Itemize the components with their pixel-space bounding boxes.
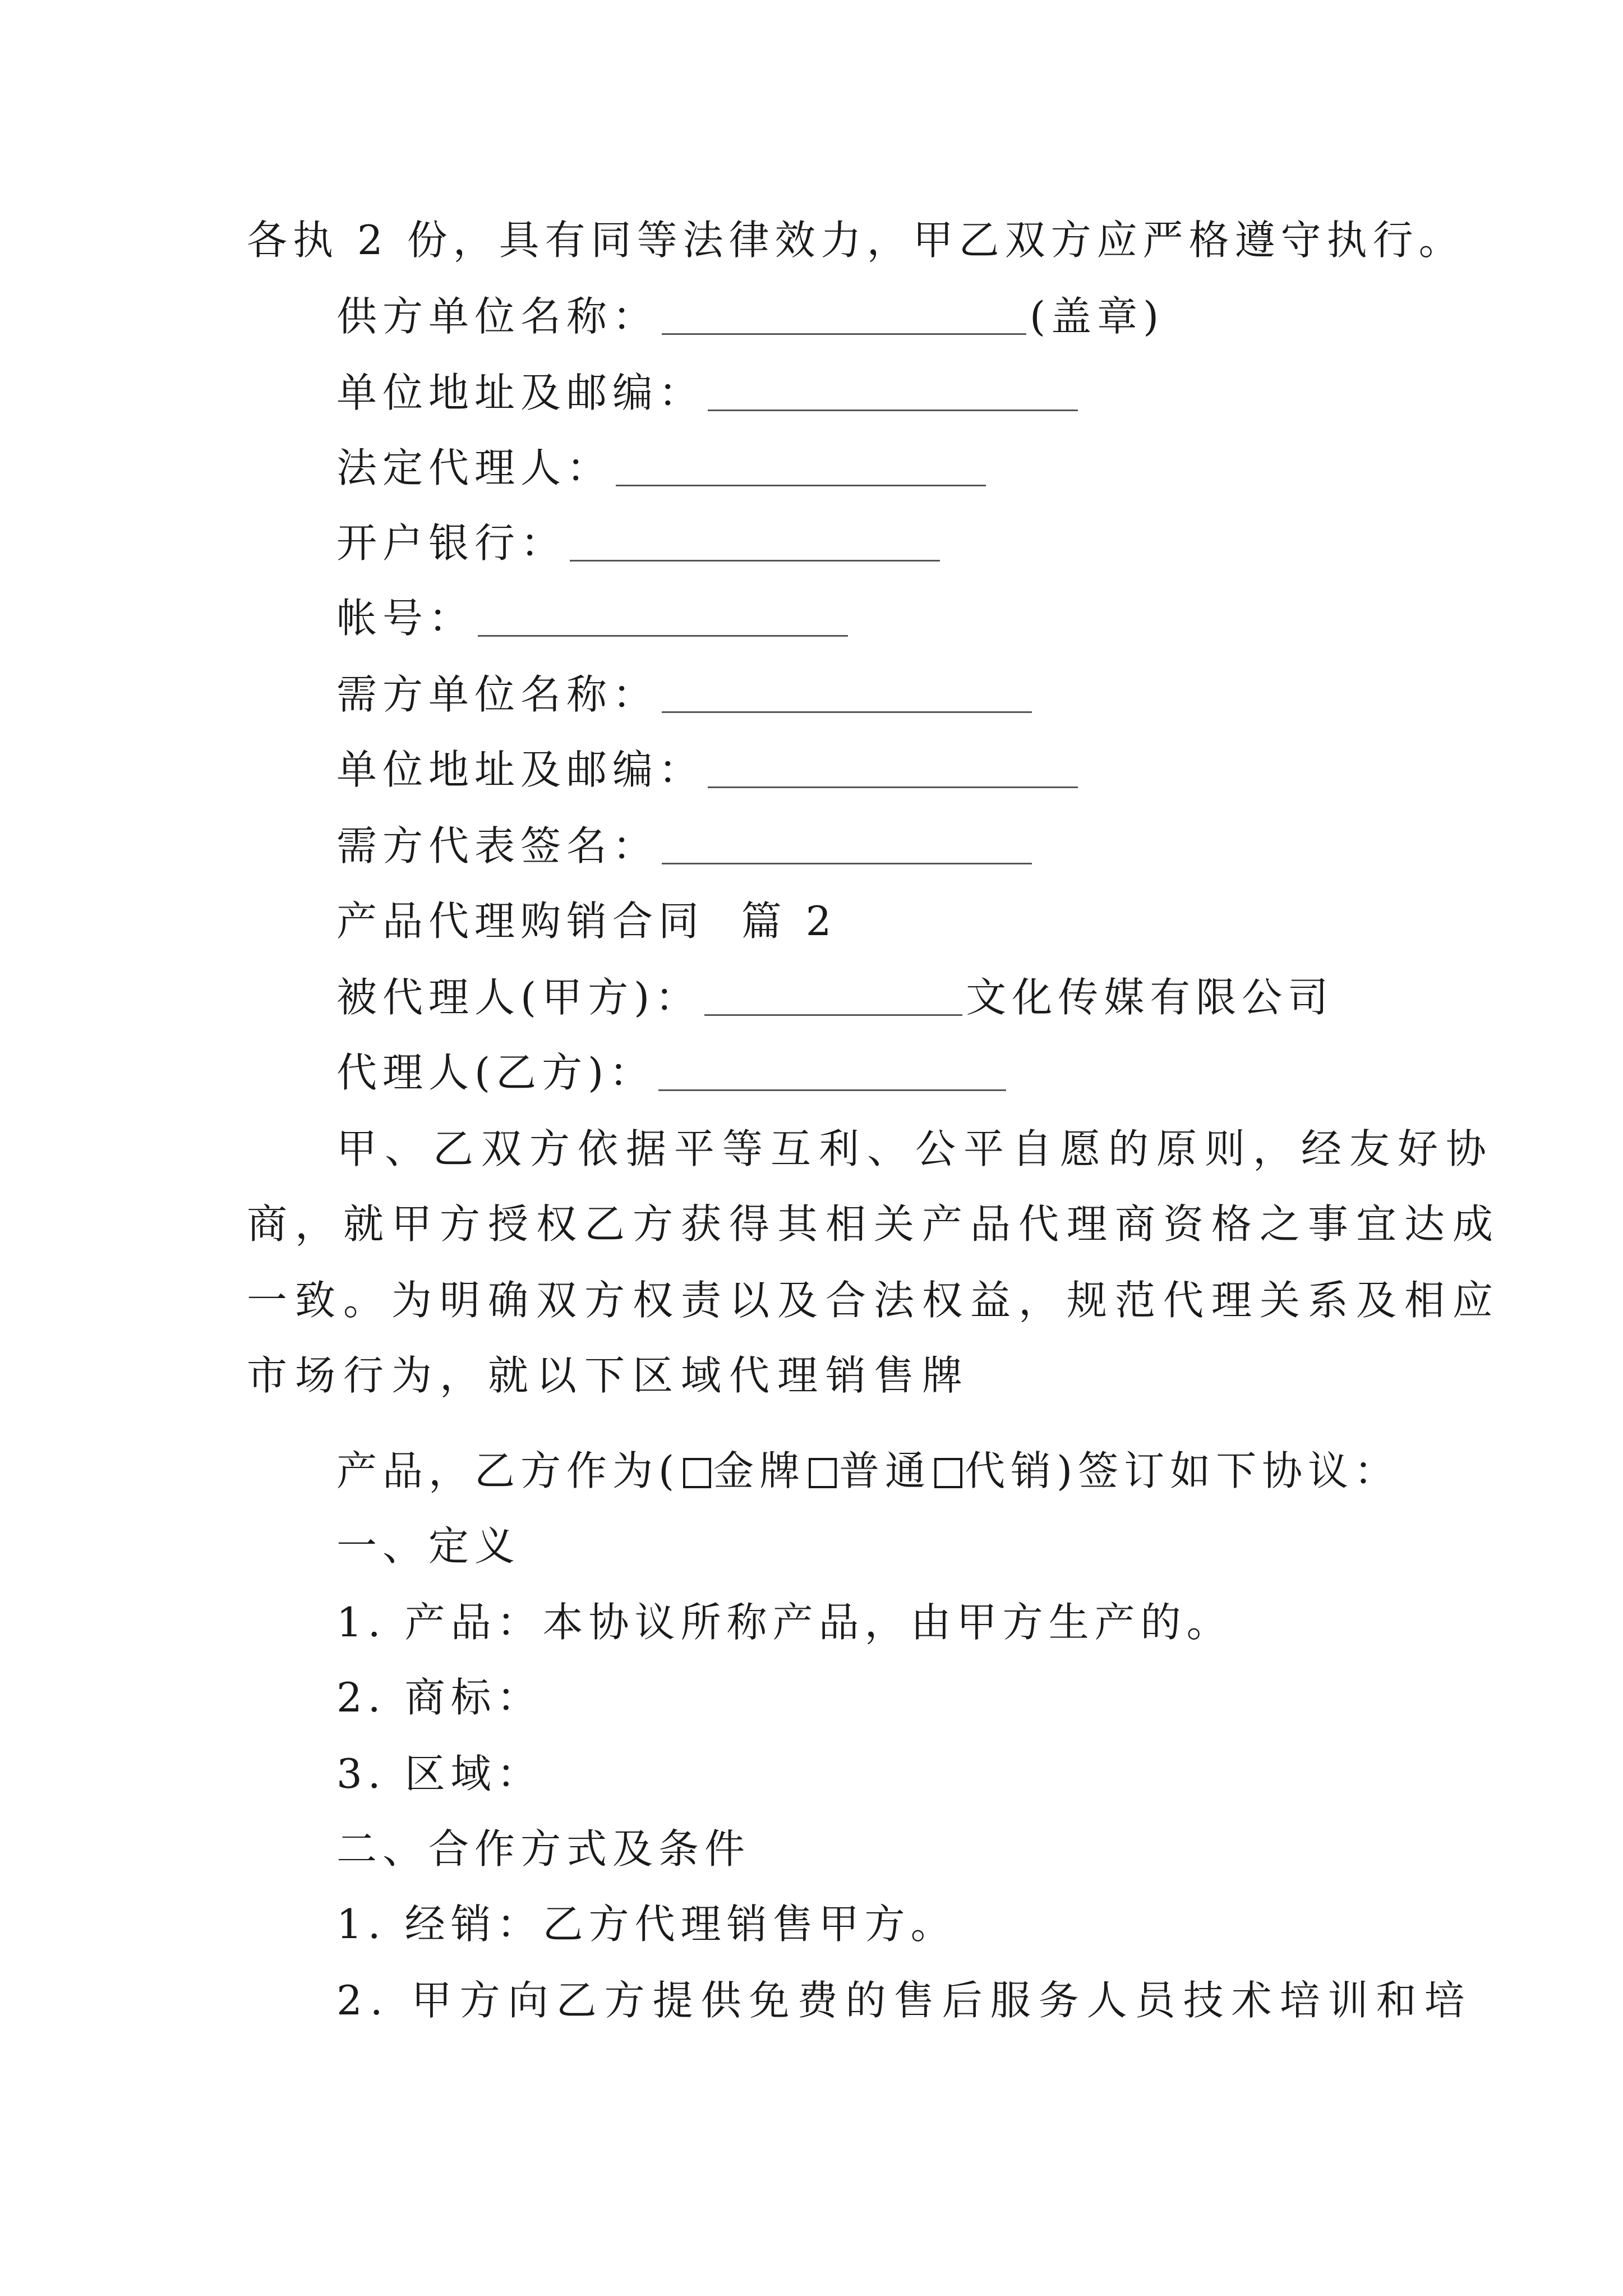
- cooperation-1: 1. 经销：乙方代理销售甲方。: [336, 1901, 957, 1948]
- bank-blank: [570, 526, 940, 562]
- section1-heading: 一、定义: [336, 1522, 521, 1570]
- supplier-name-blank: [662, 300, 1026, 335]
- consignment-checkbox[interactable]: [934, 1458, 962, 1488]
- buyer-address-label: 单位地址及邮编：: [336, 746, 705, 793]
- buyer-address-line: [336, 746, 1081, 793]
- cooperation-2: 2. 甲方向乙方提供免费的售后服务人员技术培训和培: [336, 1977, 1473, 2024]
- normal-option-label: 普通: [839, 1447, 932, 1494]
- buyer-name-line: [336, 671, 1035, 718]
- cooperation-1-line: [336, 1901, 957, 1948]
- contract2-title: 产品代理购销合同 篇 2: [336, 898, 837, 945]
- definition-2-line: [336, 1674, 543, 1721]
- section2-heading-line: [336, 1825, 751, 1872]
- cooperation-2-line: [336, 1977, 1473, 2024]
- consignment-option-label: 代销: [965, 1447, 1057, 1494]
- section2-heading: 二、合作方式及条件: [336, 1825, 751, 1872]
- definition-2: 2. 商标：: [336, 1674, 543, 1721]
- definition-1: 1. 产品：本协议所称产品，由甲方生产的。: [336, 1599, 1233, 1646]
- preamble-line-2: [247, 1200, 1501, 1248]
- contract2-title-line: [336, 898, 837, 945]
- buyer-name-label: 需方单位名称：: [336, 671, 659, 718]
- agent-type-line: [336, 1447, 1400, 1494]
- preamble-text-2: 商，就甲方授权乙方获得其相关产品代理商资格之事宜达成: [247, 1200, 1501, 1248]
- principal-label: 被代理人(甲方)：: [336, 974, 702, 1021]
- buyer-signature-blank: [662, 829, 1032, 864]
- preamble-text-4: 市场行为，就以下区域代理销售牌: [247, 1352, 971, 1399]
- supplier-name-label: 供方单位名称：: [336, 293, 659, 340]
- agent-type-prefix: 产品，乙方作为(: [336, 1447, 680, 1494]
- principal-company: 文化传媒有限公司: [966, 974, 1334, 1021]
- bank-label: 开户银行：: [336, 519, 567, 567]
- legal-agent-blank: [616, 451, 986, 486]
- supplier-address-blank: [708, 376, 1078, 411]
- intro-tail-text: 各执 2 份，具有同等法律效力，甲乙双方应严格遵守执行。: [247, 217, 1465, 264]
- supplier-name-line: [336, 293, 1165, 340]
- seal-note: (盖章): [1030, 293, 1165, 340]
- gold-option-label: 金牌: [713, 1447, 806, 1494]
- agent-line: [336, 1049, 1009, 1096]
- preamble-line-1: [336, 1125, 1495, 1172]
- account-blank: [478, 601, 848, 637]
- legal-agent-line: [336, 444, 989, 491]
- intro-tail-line: [247, 217, 1465, 264]
- agent-blank: [658, 1056, 1006, 1091]
- definition-3: 3. 区域：: [336, 1750, 543, 1797]
- buyer-address-blank: [708, 753, 1078, 788]
- account-line: [336, 595, 851, 642]
- section1-heading-line: [336, 1522, 521, 1570]
- principal-blank: [704, 981, 962, 1016]
- gold-checkbox[interactable]: [683, 1458, 711, 1488]
- definition-3-line: [336, 1750, 543, 1797]
- agent-type-suffix: )签订如下协议：: [1057, 1447, 1400, 1494]
- preamble-text-3: 一致。为明确双方权责以及合法权益，规范代理关系及相应: [247, 1277, 1501, 1324]
- agent-label: 代理人(乙方)：: [336, 1049, 656, 1096]
- preamble-text-1: 甲、乙双方依据平等互利、公平自愿的原则，经友好协: [336, 1125, 1495, 1172]
- legal-agent-label: 法定代理人：: [336, 444, 613, 491]
- normal-checkbox[interactable]: [809, 1458, 837, 1488]
- supplier-address-line: [336, 369, 1081, 416]
- preamble-line-4: [247, 1352, 971, 1399]
- supplier-address-label: 单位地址及邮编：: [336, 369, 705, 416]
- definition-1-line: [336, 1599, 1233, 1646]
- principal-line: [336, 974, 1334, 1021]
- preamble-line-3: [247, 1277, 1501, 1324]
- buyer-signature-line: [336, 822, 1035, 869]
- buyer-name-blank: [662, 678, 1032, 713]
- buyer-signature-label: 需方代表签名：: [336, 822, 659, 869]
- account-label: 帐号：: [336, 595, 475, 642]
- bank-line: [336, 519, 943, 567]
